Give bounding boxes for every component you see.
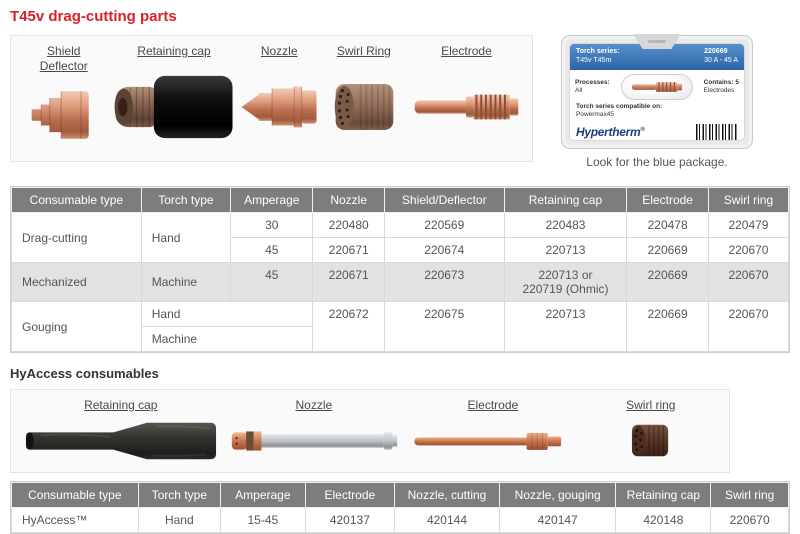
cell-amperage: 15-45 — [221, 508, 306, 533]
table-header-row — [12, 483, 789, 508]
drag-cutting-parts-table — [10, 186, 790, 353]
col-header-consumable-type: Consumable type — [12, 483, 139, 508]
gallery-item-retaining-cap — [112, 42, 235, 155]
hyaccess-swirl-ring-image — [628, 413, 674, 468]
cell-shield: 220569 — [384, 213, 504, 238]
col-header-swirl-ring: Swirl ring — [711, 483, 789, 508]
page-title: T45v drag-cutting parts — [10, 8, 177, 25]
cell-amperage: 45 — [231, 238, 313, 263]
top-section — [10, 35, 790, 169]
hyaccess-nozzle-link[interactable]: Nozzle — [295, 398, 333, 412]
package-middle — [570, 70, 744, 102]
cell-shield: 220674 — [384, 238, 504, 263]
hyaccess-heading: HyAccess consumables — [10, 366, 159, 381]
col-header-retaining-cap: Retaining cap — [504, 188, 627, 213]
shield-deflector-image — [26, 74, 102, 155]
cell-amperage: 30 — [231, 213, 313, 238]
col-header-amperage: Amperage — [231, 188, 313, 213]
hyaccess-electrode-link[interactable]: Electrode — [467, 398, 519, 412]
gallery-item-swirl-ring — [323, 42, 405, 155]
col-header-retaining-cap: Retaining cap — [616, 483, 711, 508]
cell-nozzle: 220671 — [313, 238, 384, 263]
package-amp-range: 30 A - 45 A — [704, 57, 738, 65]
package-compatible-label: Torch series compatible on: — [576, 103, 663, 110]
cell-shield: 220675 — [384, 302, 504, 352]
hyaccess-parts-gallery — [10, 389, 730, 473]
table-row — [12, 302, 789, 327]
cell-retaining: 220713 or 220719 (Ohmic) — [504, 263, 627, 302]
col-header-nozzle-gouging: Nozzle, gouging — [499, 483, 616, 508]
cell-electrode: 220478 — [627, 213, 709, 238]
cell-torch-hand: Hand — [141, 302, 313, 327]
col-header-nozzle: Nozzle — [313, 188, 384, 213]
hyaccess-swirl-ring-link[interactable]: Swirl ring — [626, 398, 676, 412]
table-row — [12, 213, 789, 238]
hyaccess-retaining-cap-image — [21, 413, 221, 468]
gallery-item-hyaccess-retaining-cap — [19, 394, 223, 468]
cell-torch-machine: Machine — [141, 327, 313, 352]
col-header-torch-type: Torch type — [138, 483, 220, 508]
col-header-swirl-ring: Swirl ring — [708, 188, 788, 213]
package-torch-series-label: Torch series: — [576, 48, 620, 55]
electrode-link[interactable]: Electrode — [441, 44, 492, 58]
cell-torch-hand: Hand — [138, 508, 220, 533]
electrode-image — [409, 59, 523, 155]
gallery-item-shield-deflector — [15, 42, 112, 155]
cell-electrode: 220669 — [627, 302, 709, 352]
col-header-amperage: Amperage — [221, 483, 306, 508]
cell-amperage: 45 — [231, 263, 313, 302]
shield-deflector-link[interactable]: Shield Deflector — [39, 44, 88, 73]
package-contains-label: Contains: 5 — [703, 78, 739, 86]
gallery-item-electrode — [405, 42, 528, 155]
cell-nozzle-gouging: 420147 — [499, 508, 616, 533]
cell-retaining: 220483 — [504, 213, 627, 238]
drag-cutting-parts-gallery — [10, 35, 533, 162]
cell-consumable-mechanized: Mechanized — [12, 263, 142, 302]
nozzle-link[interactable]: Nozzle — [260, 44, 298, 58]
package-part-number: 220669 — [704, 48, 728, 55]
col-header-nozzle-cutting: Nozzle, cutting — [395, 483, 500, 508]
gallery-item-hyaccess-electrode — [405, 394, 581, 468]
gallery-item-hyaccess-nozzle — [223, 394, 406, 468]
swirl-ring-image — [328, 59, 400, 155]
hyaccess-retaining-cap-link[interactable]: Retaining cap — [84, 398, 158, 412]
hyaccess-nozzle-image — [228, 413, 400, 468]
cell-torch-hand: Hand — [141, 213, 230, 263]
package-torch-series-value: T45v T45m — [576, 57, 612, 65]
barcode-image — [696, 124, 738, 140]
cell-consumable-drag-cutting: Drag-cutting — [12, 213, 142, 263]
cell-swirl: 220670 — [708, 238, 788, 263]
cell-electrode: 220669 — [627, 238, 709, 263]
blue-package-image — [561, 35, 753, 149]
col-header-electrode: Electrode — [627, 188, 709, 213]
cell-swirl: 220670 — [708, 302, 788, 352]
cell-retaining: 220713 — [504, 238, 627, 263]
cell-torch-machine: Machine — [141, 263, 230, 302]
cell-retaining: 420148 — [616, 508, 711, 533]
col-header-torch-type: Torch type — [141, 188, 230, 213]
col-header-consumable-type: Consumable type — [12, 188, 142, 213]
gallery-item-nozzle — [236, 42, 323, 155]
blue-package-section — [557, 35, 757, 169]
table-header-row — [12, 188, 789, 213]
swirl-ring-link[interactable]: Swirl Ring — [336, 44, 391, 58]
cell-nozzle: 220671 — [313, 263, 384, 302]
package-electrode-icon — [630, 78, 684, 96]
cell-shield: 220673 — [384, 263, 504, 302]
cell-electrode: 420137 — [305, 508, 394, 533]
hyaccess-parts-table — [10, 481, 790, 534]
col-header-shield-deflector: Shield/Deflector — [384, 188, 504, 213]
cell-electrode: 220669 — [627, 263, 709, 302]
cell-nozzle: 220672 — [313, 302, 384, 352]
nozzle-image — [235, 59, 323, 155]
package-processes-value: All — [575, 87, 583, 94]
gallery-item-hyaccess-swirl-ring — [581, 394, 721, 468]
package-caption: Look for the blue package. — [586, 155, 728, 169]
package-compatible-value: Powermax45 — [576, 111, 614, 119]
package-card — [569, 43, 745, 141]
package-blister-bubble — [621, 74, 693, 100]
retaining-cap-link[interactable]: Retaining cap — [137, 44, 211, 58]
cell-swirl: 220670 — [708, 263, 788, 302]
cell-nozzle-cutting: 420144 — [395, 508, 500, 533]
retaining-cap-image — [110, 59, 238, 155]
cell-consumable-gouging: Gouging — [12, 302, 142, 352]
hyaccess-electrode-image — [409, 413, 577, 468]
package-processes-label: Processes: — [575, 78, 610, 86]
hypertherm-logo: Hypertherm® — [576, 124, 645, 139]
cell-swirl: 220670 — [711, 508, 789, 533]
cell-consumable-hyaccess: HyAccess™ — [12, 508, 139, 533]
cell-retaining: 220713 — [504, 302, 627, 352]
col-header-electrode: Electrode — [305, 483, 394, 508]
package-contains-value: Electrodes — [703, 87, 735, 94]
table-row — [12, 263, 789, 302]
cell-swirl: 220479 — [708, 213, 788, 238]
cell-nozzle: 220480 — [313, 213, 384, 238]
table-row — [12, 508, 789, 533]
